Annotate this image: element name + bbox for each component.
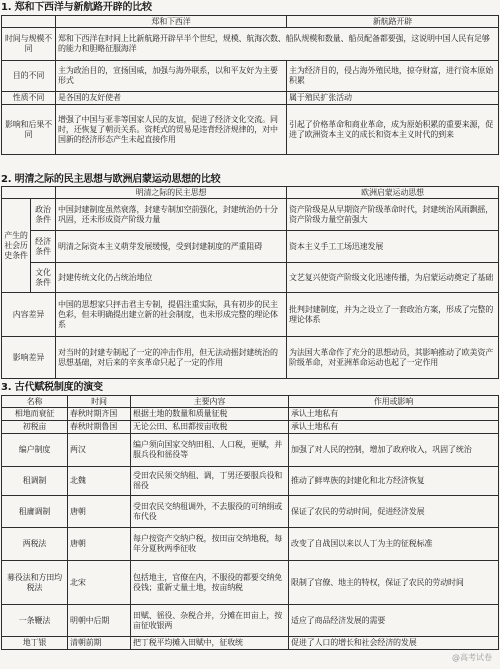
tax-content: 根据土地的数量和质量征税 [131,408,289,421]
tax-time: 北宋 [68,561,131,605]
row-label: 影响和后果不同 [2,105,56,155]
watermark: @高考试卷 [452,653,492,662]
cell-ming-qing: 封建传统文化仍占统治地位 [56,263,287,293]
tax-effect: 适应了商品经济发展的需要 [289,605,499,637]
table-header-row [2,16,499,28]
tax-time: 春秋时期齐国 [68,408,131,421]
sub-label: 文化条件 [31,263,56,293]
tax-content: 编户须向国家交纳田租、人口税，更赋，并服兵役和徭役等 [131,434,289,467]
cell-ming-qing: 中国封建制度虽然衰落，封建专制加空前强化，封建统治仍十分巩固，还未形成资产阶级力量 [56,199,287,231]
row-label: 性质不同 [2,92,56,105]
tax-effect: 承认土地私有 [289,421,499,434]
section-2-table [1,186,499,379]
tax-time: 清朝前期 [68,637,131,650]
cell-merged: 郑和下西洋在时间上比新航路开辟早半个世纪，规模、航海次数、船队规模和数量、船员配备都要强，这说明中国人民有足够的能力和胆略征服海洋 [56,28,499,61]
header-cell: 欧洲启蒙运动思想 [287,187,499,199]
tax-effect: 加强了对人民的控制，增加了政府收入，巩固了统治 [289,434,499,467]
table-row [2,467,499,496]
header-cell: 名称 [2,396,68,408]
section-1-title: 1. 郑和下西洋与新航路开辟的比较 [1,2,152,13]
header-cell [2,187,56,199]
tax-time: 春秋时期鲁国 [68,421,131,434]
table-row [2,605,499,637]
cell-ming-qing: 中国的思想家只抨击君主专制，提倡注重实际，具有初步的民主色彩，但未明确提出建立新的社会制度，也未形成完整的理论体系 [56,293,287,337]
tax-time: 唐朝 [68,496,131,528]
tax-time: 明朝中后期 [68,605,131,637]
cell-zhenghe: 增强了中国与亚非等国家人民的友谊，促进了经济文化交流。同时，还恢复了朝贡关系。资耗式的贸易是违背经济规律的，对中国新的经济形态产生未起直接作用 [56,105,287,155]
header-cell: 明清之际的民主思想 [56,187,287,199]
tax-effect: 限制了官僚、地主的特权，保证了农民的劳动时间 [289,561,499,605]
tax-effect: 促进了人口的增长和社会经济的发展 [289,637,499,650]
table-row [2,105,499,155]
cell-zhenghe: 主为政治目的，宣扬国威，加强与海外联系，以和平友好为主要形式 [56,61,287,92]
table-row [2,61,499,92]
table-header-row [2,187,499,199]
tax-name: 编户制度 [2,434,68,467]
table-row [2,408,499,421]
cell-enlightenment: 资产阶级是从早期资产阶级革命时代，封建统治风雨飘摇，资产阶级力量空前强大 [287,199,499,231]
sub-label: 政治条件 [31,199,56,231]
tax-time: 唐朝 [68,528,131,561]
tax-time: 北魏 [68,467,131,496]
tax-name: 募役法和方田均税法 [2,561,68,605]
tax-content: 每户按资产交纳户税，按田亩交纳地税，每年分夏秋两季征收 [131,528,289,561]
tax-name: 一条鞭法 [2,605,68,637]
header-cell: 作用或影响 [289,396,499,408]
tax-name: 初税亩 [2,421,68,434]
tax-content: 无论公田、私田都按亩收税 [131,421,289,434]
section-3-table [1,395,499,650]
cell-new-route: 属于殖民扩张活动 [287,92,499,105]
section-2-title: 2. 明清之际的民主思想与欧洲启蒙运动思想的比较 [1,174,221,185]
table-row [2,421,499,434]
tax-effect: 改变了自战国以来以人丁为主的征税标准 [289,528,499,561]
tax-name: 地丁银 [2,637,68,650]
group-label: 产生的社会历史条件 [2,199,31,293]
row-label: 内容差异 [2,293,56,337]
row-label: 目的不同 [2,61,56,92]
tax-content: 受田农民交纳租调外，不去服役的可纳绢或布代役 [131,496,289,528]
table-row [2,561,499,605]
cell-ming-qing: 明清之际资本主义萌芽发展缓慢，受到封建制度的严重阻碍 [56,231,287,263]
tax-name: 租调制 [2,467,68,496]
cell-new-route: 主为经济目的，侵占海外殖民地，掠夺财富，进行资本原始积累 [287,61,499,92]
tax-effect: 承认土地私有 [289,408,499,421]
row-label: 时间与规模不同 [2,28,56,61]
table-row [2,92,499,105]
tax-content: 田赋、徭役、杂税合并，分摊在田亩上，按亩征收银两 [131,605,289,637]
tax-name: 租庸调制 [2,496,68,528]
tax-name: 相地而衰征 [2,408,68,421]
cell-enlightenment: 文艺复兴使资产阶级文化迅速传播，为启蒙运动奠定了基础 [287,263,499,293]
table-row [2,434,499,467]
table-row [2,293,499,337]
header-cell: 主要内容 [131,396,289,408]
cell-new-route: 引起了价格革命和商业革命，成为原始积累的重要来源，促进了欧洲资本主义的成长和资本主义时代的到来 [287,105,499,155]
header-cell: 时间 [68,396,131,408]
table-row [2,28,499,61]
cell-enlightenment: 批判封建制度，并为之设立了一套政治方案，形成了完整的理论体系 [287,293,499,337]
section-3-title: 3. 古代赋税制度的演变 [1,382,103,393]
tax-time: 两汉 [68,434,131,467]
table-header-row [2,396,499,408]
table-row [2,528,499,561]
row-label: 影响差异 [2,337,56,379]
tax-effect: 推动了鲜卑族的封建化和北方经济恢复 [289,467,499,496]
tax-effect: 保证了农民的劳动时间，促进经济发展 [289,496,499,528]
cell-enlightenment: 资本主义手工工场迅速发展 [287,231,499,263]
cell-ming-qing: 对当时的封建专制起了一定的冲击作用，但无法动摇封建统治的思想基础，对后来的辛亥革命只起了一定的作用 [56,337,287,379]
header-cell: 郑和下西洋 [56,16,287,28]
table-row [2,337,499,379]
cell-enlightenment: 为法国大革命作了充分的思想动员，其影响推动了欧美资产阶级革命，对亚洲革命运动也起了一定作用 [287,337,499,379]
table-row [2,231,499,263]
tax-content: 受田农民须交纳租、调，丁男还要服兵役和徭役 [131,467,289,496]
tax-content: 把丁税平均摊入田赋中，征收统 [131,637,289,650]
sub-label: 经济条件 [31,231,56,263]
table-row [2,496,499,528]
table-row [2,199,499,231]
tax-content: 包括地主，官僚在内，不服役的都要交纳免役钱；重新丈量土地，按亩纳税 [131,561,289,605]
table-row [2,637,499,650]
tax-name: 两税法 [2,528,68,561]
section-1-table [1,15,499,155]
header-cell [2,16,56,28]
header-cell: 新航路开辟 [287,16,499,28]
table-row [2,263,499,293]
cell-zhenghe: 是各国的友好使者 [56,92,287,105]
